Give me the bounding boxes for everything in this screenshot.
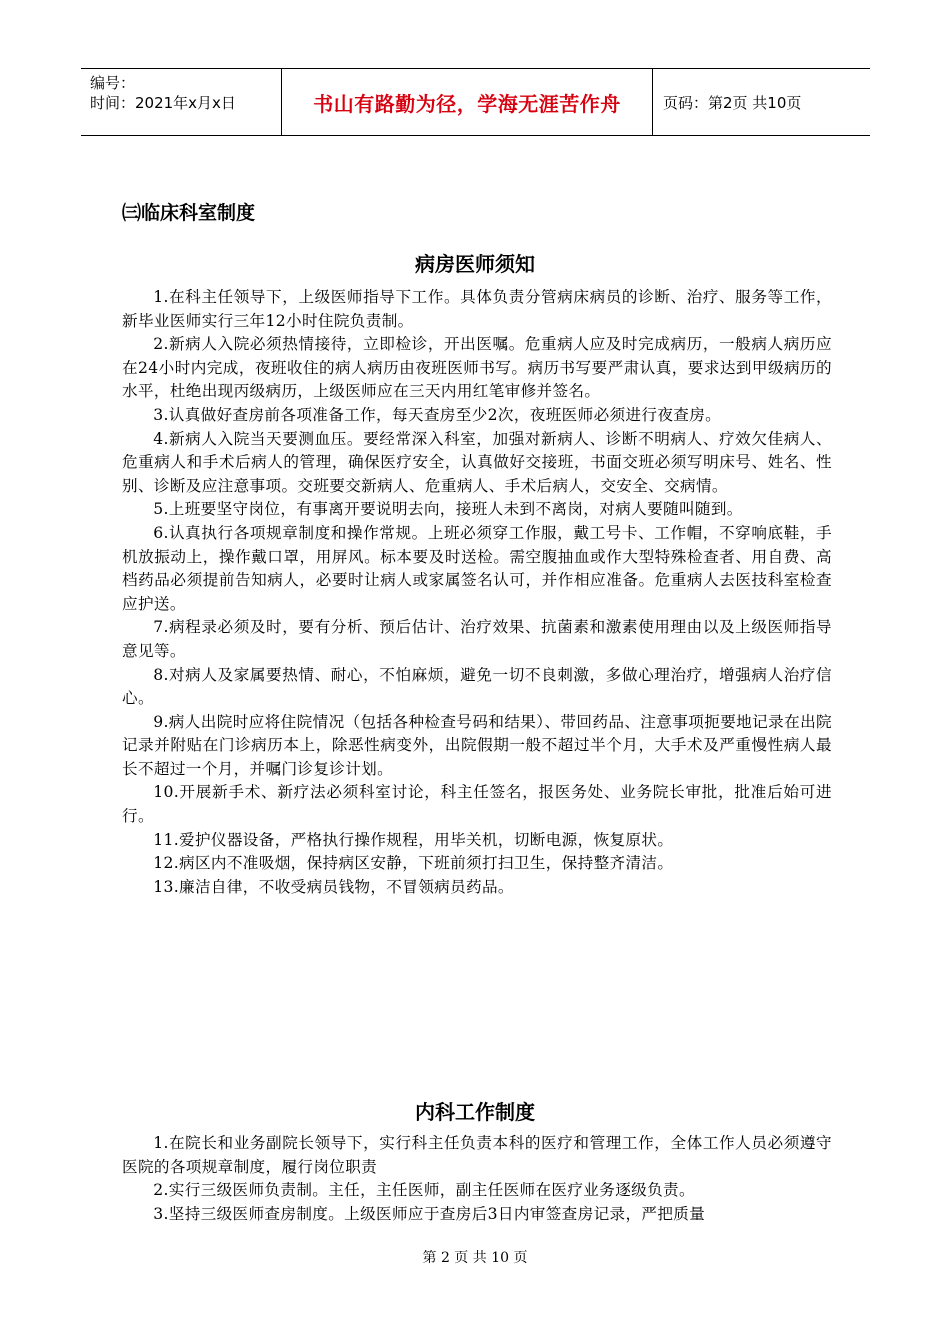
rule-paragraph: 4.新病人入院当天要测血压。要经常深入科室，加强对新病人、诊断不明病人、疗效欠佳病人、危重病人和手术后病人的管理，确保医疗安全，认真做好交接班，书面交班必须写明床号、姓名、性别、诊断及应注意事项。交班要交新病人、危重病人、手术后病人，交安全、交病情。 [122,429,832,495]
document-time-label: 时间：2021年x月x日 [90,94,236,112]
internal-medicine-rules-title: 内科工作制度 [415,1100,535,1124]
ward-physician-rules-body [122,286,832,899]
ward-physician-rules-title: 病房医师须知 [415,252,535,276]
page-footer: 第 2 页 共 10 页 [422,1250,528,1266]
rule-paragraph: 2.新病人入院必须热情接待，立即检诊，开出医嘱。危重病人应及时完成病历，一般病人病历应在24小时内完成，夜班收住的病人病历由夜班医师书写。病历书写要严肃认真，要求达到甲级病历的水平，杜绝出现丙级病历，上级医师应在三天内用红笔审修并签名。 [122,335,832,401]
rule-paragraph: 3.坚持三级医师查房制度。上级医师应于查房后3日内审签查房记录，严把质量 [153,1204,706,1223]
internal-medicine-rules-body [122,1132,832,1226]
section-heading: ㈢临床科室制度 [122,202,256,224]
header-meta [81,69,281,135]
header-motto: 书山有路勤为径，学海无涯苦作舟 [281,69,653,135]
rule-paragraph: 3.认真做好查房前各项准备工作，每天查房至少2次，夜班医师必须进行夜查房。 [153,405,722,424]
page-header [81,68,870,136]
rule-paragraph: 1.在科主任领导下，上级医师指导下工作。具体负责分管病床病员的诊断、治疗、服务等工作，新毕业医师实行三年12小时住院负责制。 [122,288,832,330]
rule-paragraph: 13.廉洁自律，不收受病员钱物，不冒领病员药品。 [153,877,514,896]
rule-paragraph: 12.病区内不准吸烟，保持病区安静，下班前须打扫卫生，保持整齐清洁。 [153,854,674,873]
rule-paragraph: 8.对病人及家属要热情、耐心，不怕麻烦，避免一切不良刺激，多做心理治疗，增强病人治疗信心。 [122,665,832,708]
rule-paragraph: 9.病人出院时应将住院情况（包括各种检查号码和结果）、带回药品、注意事项扼要地记录在出院记录并附贴在门诊病历本上，除恶性病变外，出院假期一般不超过半个月，大手术及严重慢性病人最长不超过一个月，并嘱门诊复诊计划。 [122,712,832,778]
rule-paragraph: 1.在院长和业务副院长领导下，实行科主任负责本科的医疗和管理工作，全体工作人员必须遵守医院的各项规章制度，履行岗位职责 [122,1134,832,1176]
rule-paragraph: 10.开展新手术、新疗法必须科室讨论，科主任签名，报医务处、业务院长审批，批准后始可进行。 [122,783,832,826]
rule-paragraph: 6.认真执行各项规章制度和操作常规。上班必须穿工作服，戴工号卡、工作帽，不穿响底鞋，手机放振动上，操作戴口罩，用屏风。标本要及时送检。需空腹抽血或作大型特殊检查者、用自费、高档药品必须提前告知病人，必要时让病人或家属签名认可，并作相应准备。危重病人去医技科室检查应护送。 [122,523,832,613]
header-page-info: 页码：第2页 共10页 [663,93,802,112]
rule-paragraph: 2.实行三级医师负责制。主任，主任医师，副主任医师在医疗业务逐级负责。 [153,1181,695,1200]
rule-paragraph: 5.上班要坚守岗位，有事离开要说明去向，接班人未到不离岗，对病人要随叫随到。 [153,500,743,519]
rule-paragraph: 7.病程录必须及时，要有分析、预后估计、治疗效果、抗菌素和激素使用理由以及上级医师指导意见等。 [122,618,832,660]
rule-paragraph: 11.爱护仪器设备，严格执行操作规程，用毕关机，切断电源，恢复原状。 [153,830,674,849]
document-number-label: 编号： [90,74,136,92]
